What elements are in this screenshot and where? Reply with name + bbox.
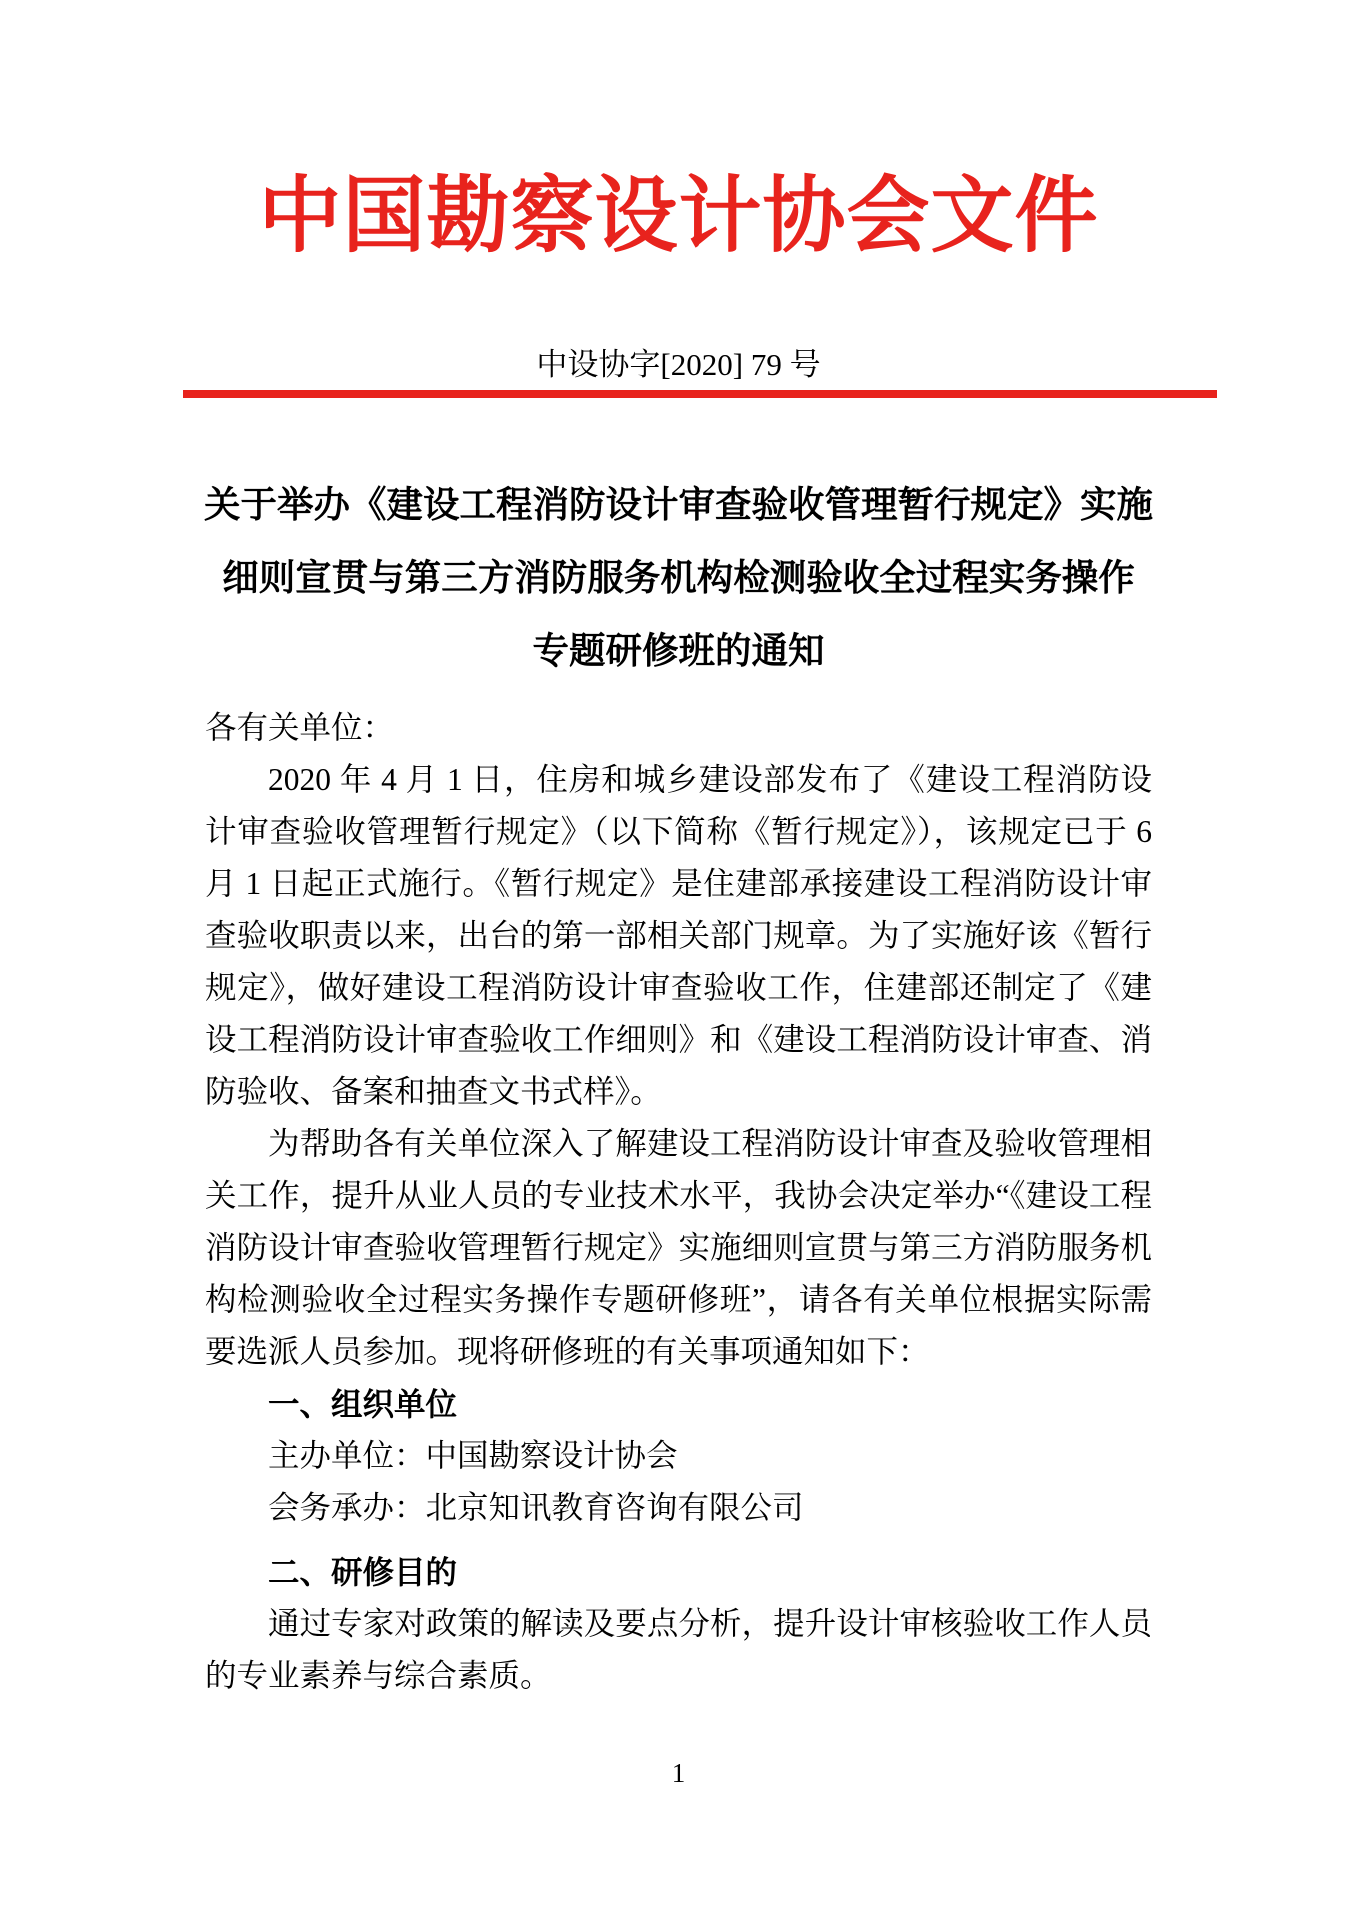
body-paragraph-2: 为帮助各有关单位深入了解建设工程消防设计审查及验收管理相关工作，提升从业人员的专业技术水平，我协会决定举办“《建设工程消防设计审查验收管理暂行规定》实施细则宣贯与第三方消防服务机构检测验收全过程实务操作专题研修班”，请各有关单位根据实际需要选派人员参加。现将研修班的有关事项通知如下： [205,1126,1152,1369]
document-body [205,702,1152,1702]
doc-number: 中设协字[2020] 79 号 [536,347,821,382]
organizer-host-line: 主办单位：中国勘察设计协会 [268,1438,678,1473]
notice-title-line-3: 专题研修班的通知 [532,630,825,671]
organizer-undertaker-line: 会务承办：北京知讯教育咨询有限公司 [268,1490,804,1525]
purpose-paragraph: 通过专家对政策的解读及要点分析，提升设计审核验收工作人员的专业素养与综合素质。 [205,1606,1152,1693]
page-number: 1 [671,1758,686,1788]
red-divider-line [183,390,1217,398]
notice-title-line-2: 细则宣贯与第三方消防服务机构检测验收全过程实务操作 [222,557,1135,598]
notice-title-line-1: 关于举办《建设工程消防设计审查验收管理暂行规定》实施 [204,484,1153,525]
section-heading-1-organizers: 一、组织单位 [268,1386,458,1422]
red-header-org-title: 中国勘察设计协会文件 [258,169,1099,262]
notice-title [0,468,1357,687]
section-heading-2-purpose: 二、研修目的 [268,1554,458,1590]
body-paragraph-1: 2020 年 4 月 1 日，住房和城乡建设部发布了《建设工程消防设计审查验收管理暂行规定》（以下简称《暂行规定》），该规定已于 6 月 1 日起正式施行。《暂行规定》是住建部承接建设工程消防设计审查验收职责以来，出台的第一部相关部门规章。为了实施好该《暂行规定》，做好建设工程消防设计审查验收工作，住建部还制定了《建设工程消防设计审查验收工作细则》和《建设工程消防设计审查、消防验收、备案和抽查文书式样》。 [205,762,1152,1109]
salutation: 各有关单位： [205,710,395,745]
